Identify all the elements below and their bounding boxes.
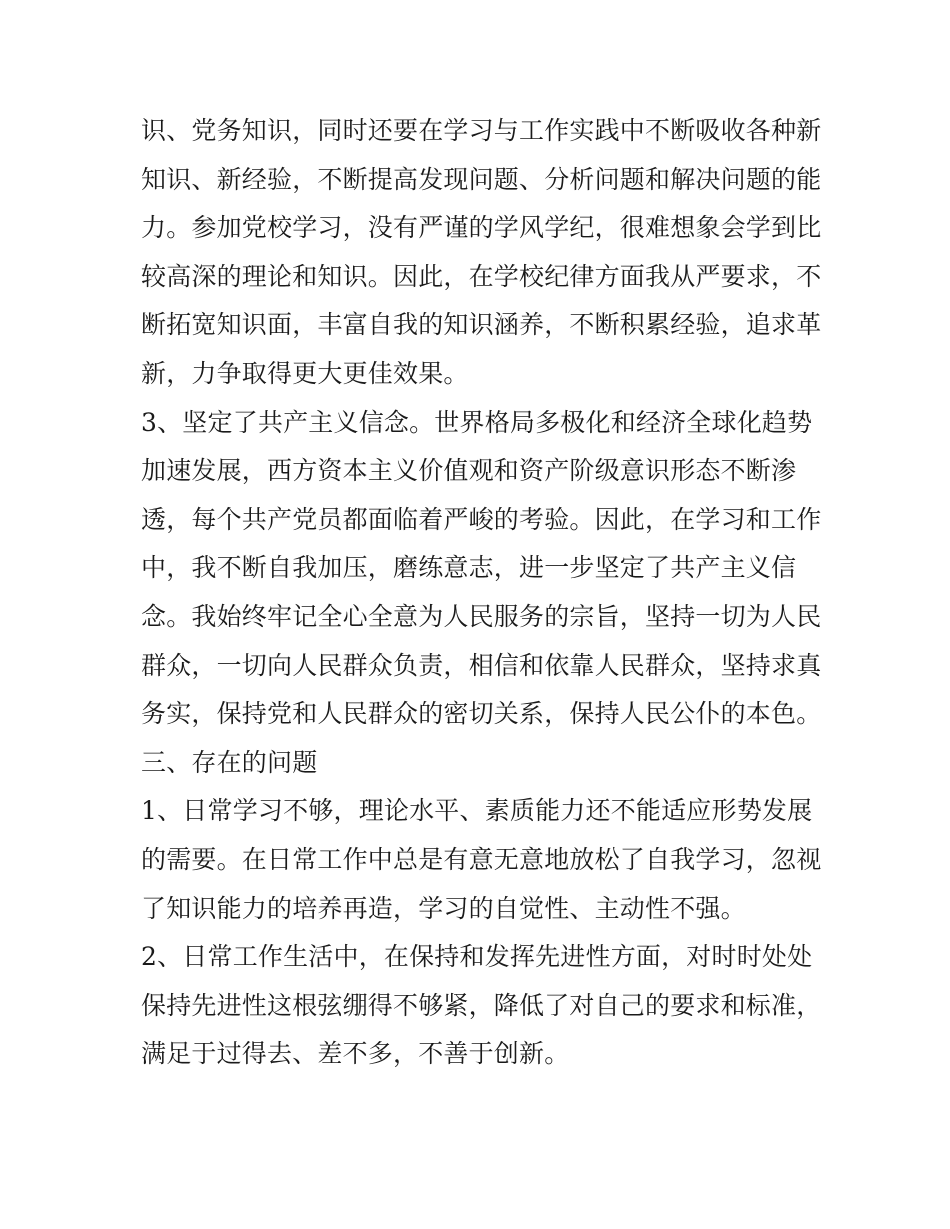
document-body [141,107,821,1079]
text-line: 了知识能力的培养再造，学习的自觉性、主动性不强。 [141,893,746,923]
text-line: 较高深的理论和知识。因此，在学校纪律方面我从严要求，不 [141,261,822,291]
text-line: 念。我始终牢记全心全意为人民服务的宗旨，坚持一切为人民 [141,601,822,631]
text-line: 1、日常学习不够，理论水平、素质能力还不能适应形势发展 [141,796,813,826]
text-line: 识、党务知识，同时还要在学习与工作实践中不断吸收各种新 [141,116,822,145]
text-line: 务实，保持党和人民群众的密切关系，保持人民公仆的本色。 [141,699,822,729]
text-line: 满足于过得去、差不多，不善于创新。 [141,1039,570,1069]
text-line: 3、坚定了共产主义信念。世界格局多极化和经济全球化趋势 [141,407,813,437]
text-line: 2、日常工作生活中，在保持和发挥先进性方面，对时时处处 [141,942,813,972]
text-line: 群众，一切向人民群众负责，相信和依靠人民群众，坚持求真 [141,650,822,680]
text-line: 力。参加党校学习，没有严谨的学风学纪，很难想象会学到比 [141,213,822,243]
text-line: 知识、新经验，不断提高发现问题、分析问题和解决问题的能 [141,164,822,194]
text-line: 保持先进性这根弦绷得不够紧，降低了对自己的要求和标准， [141,990,822,1020]
text-line: 新，力争取得更大更佳效果。 [141,358,469,388]
text-line: 断拓宽知识面，丰富自我的知识涵养，不断积累经验，追求革 [141,310,822,340]
text-line: 中，我不断自我加压，磨练意志，进一步坚定了共产主义信 [141,553,797,583]
text-line: 透，每个共产党员都面临着严峻的考验。因此，在学习和工作 [141,504,822,534]
text-line: 的需要。在日常工作中总是有意无意地放松了自我学习，忽视 [141,844,822,874]
section-heading: 三、存在的问题 [141,747,318,777]
text-line: 加速发展，西方资本主义价值观和资产阶级意识形态不断渗 [141,456,797,486]
